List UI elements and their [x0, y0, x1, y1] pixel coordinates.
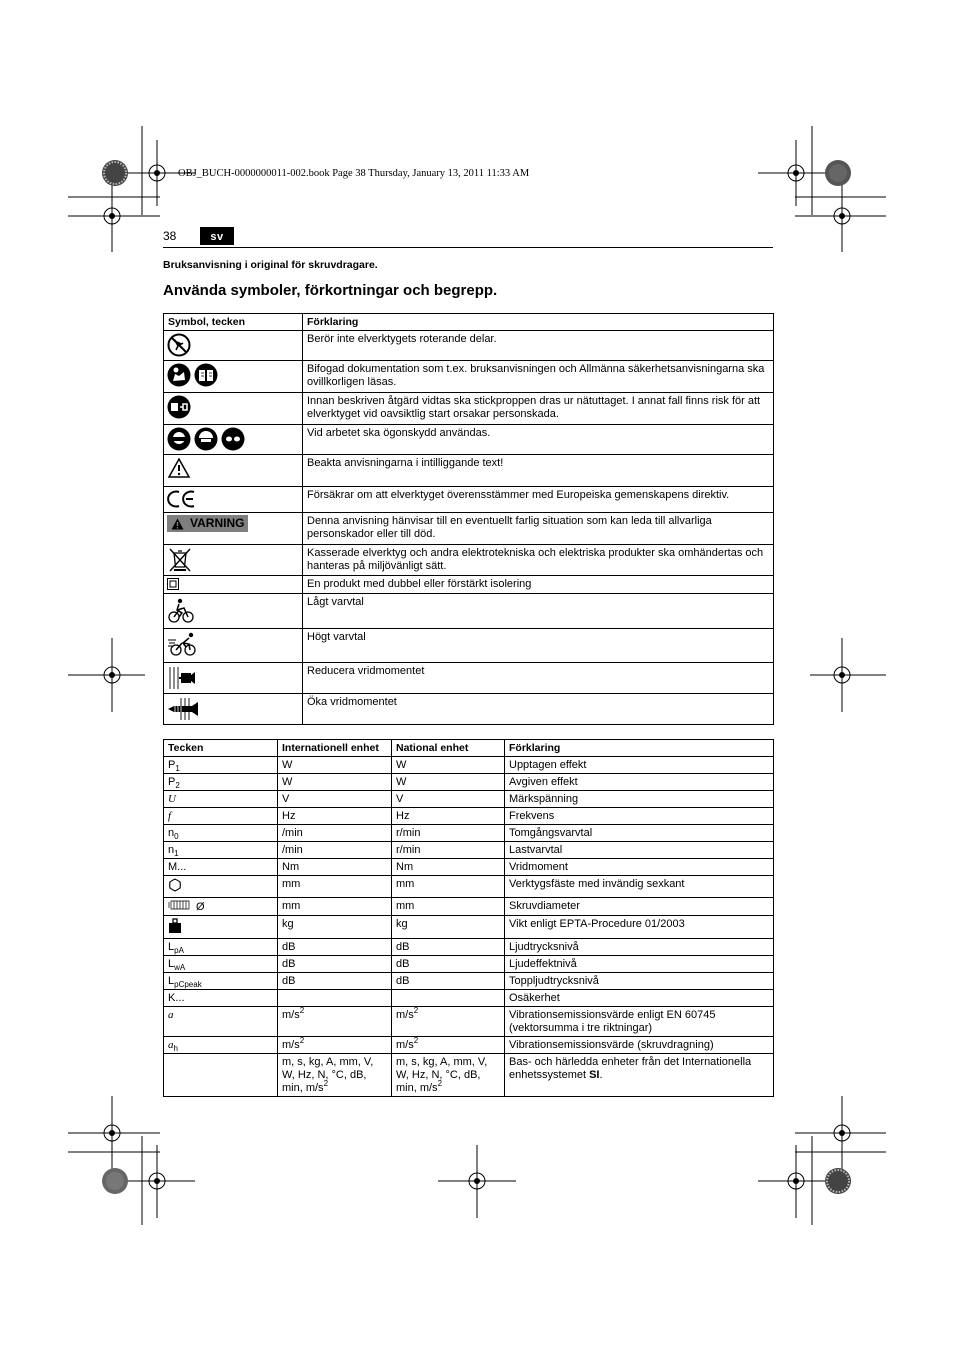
natl-unit: mm: [396, 900, 415, 912]
explanation-cell: Skruvdiameter: [505, 898, 774, 916]
table-row: [164, 663, 774, 694]
helmet-goggles-icon: [194, 427, 218, 451]
slow-cyclist-icon: [167, 596, 195, 624]
intl-unit-cell: [278, 990, 392, 1007]
language-tag: sv: [200, 227, 234, 245]
symbol-cell: [164, 576, 303, 594]
symbol-subscript: 1: [175, 764, 180, 773]
explanation-cell: Lågt varvtal: [303, 594, 774, 629]
natl-unit: V: [396, 793, 404, 805]
superscript: 2: [413, 1006, 419, 1015]
intl-unit-cell: [278, 1037, 392, 1054]
symbol-cell: [164, 545, 303, 576]
explanation-cell: Lastvarvtal: [505, 842, 774, 859]
explanation-cell: [505, 1054, 774, 1097]
symbol-text: a: [168, 1039, 174, 1051]
column-header: Internationell enhet: [278, 740, 392, 757]
ce-mark-icon: [167, 489, 197, 509]
table-row: [164, 808, 774, 825]
explanation-cell: Vikt enligt EPTA-Procedure 01/2003: [505, 916, 774, 939]
column-header: Symbol, tecken: [164, 314, 303, 331]
intl-unit: m/s: [282, 1039, 300, 1051]
intl-unit-cell: [278, 842, 392, 859]
symbol-cell: [164, 990, 278, 1007]
explanation-cell: Ljudeffektnivå: [505, 956, 774, 973]
symbol-cell: [164, 939, 278, 956]
symbol-cell: [164, 513, 303, 545]
intl-unit: dB: [282, 958, 296, 970]
natl-unit-cell: [392, 916, 505, 939]
intl-unit: mm: [282, 878, 301, 890]
intl-unit-cell: [278, 808, 392, 825]
symbol-cell: [164, 898, 278, 916]
symbol-cell: [164, 393, 303, 425]
table-row: [164, 757, 774, 774]
symbols-table-header: [164, 314, 774, 331]
symbol-text: L: [168, 958, 175, 970]
no-touch-rotating-icon: [167, 333, 191, 357]
intl-unit: /min: [282, 844, 303, 856]
symbol-text: K...: [168, 992, 185, 1004]
natl-unit-cell: [392, 1037, 505, 1054]
natl-unit: W: [396, 776, 407, 788]
symbol-cell: [164, 425, 303, 455]
symbol-text: f: [168, 810, 172, 822]
column-header: Tecken: [164, 740, 278, 757]
weight-icon: [168, 918, 182, 937]
symbol-subscript: 0: [174, 832, 179, 841]
symbol-subscript: 2: [175, 781, 180, 790]
superscript: 2: [437, 1079, 443, 1088]
natl-unit-cell: [392, 898, 505, 916]
intl-unit: dB: [282, 975, 296, 987]
table-row: [164, 825, 774, 842]
double-insulation-icon: [167, 578, 179, 590]
explanation-cell: Upptagen effekt: [505, 757, 774, 774]
symbols-table: [163, 313, 774, 725]
symbol-cell: [164, 1037, 278, 1054]
symbol-cell: [164, 361, 303, 393]
intl-unit-cell: [278, 956, 392, 973]
intl-unit: W: [282, 759, 293, 771]
goggles-icon: [167, 427, 191, 451]
intl-unit-cell: [278, 916, 392, 939]
natl-unit-cell: [392, 825, 505, 842]
natl-unit-cell: [392, 973, 505, 990]
natl-unit: Nm: [396, 861, 414, 873]
intl-unit-list: m, s, kg, A, mm, V, W, Hz, N, °C, dB, min, m/s: [282, 1056, 374, 1094]
units-table-header: [164, 740, 774, 757]
symbol-cell: [164, 629, 303, 663]
explanation-cell: Berör inte elverktygets roterande delar.: [303, 331, 774, 361]
explanation-cell: Beakta anvisningarna i intilliggande text!: [303, 455, 774, 487]
natl-unit-cell: [392, 939, 505, 956]
symbol-text: U: [168, 793, 176, 805]
table-row: [164, 774, 774, 791]
natl-unit: m/s: [396, 1009, 414, 1021]
natl-unit: dB: [396, 941, 410, 953]
table-row: [164, 916, 774, 939]
read-manual-book-icon: [194, 363, 218, 387]
intl-unit: Hz: [282, 810, 296, 822]
symbol-cell: [164, 859, 278, 876]
page-title: Använda symboler, förkortningar och begrepp.: [163, 282, 498, 299]
table-row: [164, 859, 774, 876]
symbol-subscript: pA: [174, 946, 184, 955]
symbol-cell: [164, 876, 278, 898]
natl-unit-cell: [392, 859, 505, 876]
explanation-cell: Försäkrar om att elverktyget överensstämmer med Europeiska gemenskapens direktiv.: [303, 487, 774, 513]
table-row: [164, 876, 774, 898]
natl-unit: r/min: [396, 827, 421, 839]
natl-unit-cell: [392, 808, 505, 825]
page-number: 38: [163, 229, 177, 243]
table-row: [164, 629, 774, 663]
intl-unit-cell: [278, 973, 392, 990]
table-row: [164, 331, 774, 361]
si-explanation-end: .: [599, 1069, 603, 1081]
natl-unit-cell: [392, 842, 505, 859]
intl-unit: Nm: [282, 861, 300, 873]
explanation-cell: Denna anvisning hänvisar till en eventuellt farlig situation som kan leda till allvarliga personskador eller till död.: [303, 513, 774, 545]
intl-unit-cell: [278, 1007, 392, 1037]
units-table-body: [164, 757, 774, 1054]
table-row: [164, 487, 774, 513]
symbol-cell: [164, 455, 303, 487]
explanation-cell: Innan beskriven åtgärd vidtas ska stickproppen dras ur nätuttaget. I annat fall finns risk för att elverktyget vid oavsiktlig start orsakar personskada.: [303, 393, 774, 425]
intl-unit: /min: [282, 827, 303, 839]
safety-glasses-icon: [221, 427, 245, 451]
table-row: [164, 1037, 774, 1054]
symbol-text: Ø: [196, 900, 205, 913]
symbol-text: L: [168, 975, 175, 987]
symbol-subscript: wA: [174, 963, 186, 972]
symbol-text: a: [168, 1009, 174, 1021]
natl-unit: kg: [396, 918, 408, 930]
symbol-cell: [164, 956, 278, 973]
read-manual-person-icon: [167, 363, 191, 387]
si-explanation: Bas- och härledda enheter från det Internationella enhetssystemet: [509, 1056, 752, 1081]
table-row: [164, 545, 774, 576]
table-row: [164, 791, 774, 808]
column-header: National enhet: [392, 740, 505, 757]
natl-unit-cell: [392, 990, 505, 1007]
table-row: [164, 513, 774, 545]
fast-cyclist-icon: [167, 631, 199, 657]
table-row: [164, 361, 774, 393]
table-row: [164, 1054, 774, 1097]
symbol-cell: [164, 825, 278, 842]
explanation-cell: Vibrationsemissionsvärde enligt EN 60745 (vektorsumma i tre riktningar): [505, 1007, 774, 1037]
natl-unit-cell: [392, 1007, 505, 1037]
symbol-cell: [164, 916, 278, 939]
header-rule: [163, 247, 773, 248]
symbol-cell: [164, 594, 303, 629]
intl-unit: mm: [282, 900, 301, 912]
natl-unit-cell: [392, 956, 505, 973]
natl-unit-cell: [392, 774, 505, 791]
column-header: Förklaring: [505, 740, 774, 757]
table-row: [164, 898, 774, 916]
intl-unit-cell: [278, 898, 392, 916]
symbol-cell: [164, 842, 278, 859]
explanation-cell: Högt varvtal: [303, 629, 774, 663]
symbol-cell: [164, 1054, 278, 1097]
symbol-cell: [164, 694, 303, 725]
symbol-cell: [164, 487, 303, 513]
table-row: [164, 594, 774, 629]
intl-unit-cell: [278, 774, 392, 791]
natl-unit-cell: [392, 791, 505, 808]
natl-unit: mm: [396, 878, 415, 890]
superscript: 2: [299, 1036, 305, 1045]
intl-unit-cell: [278, 1054, 392, 1097]
intl-unit: dB: [282, 941, 296, 953]
explanation-cell: Vibrationsemissionsvärde (skruvdragning): [505, 1037, 774, 1054]
intl-unit-cell: [278, 825, 392, 842]
explanation-cell: Ljudtrycksnivå: [505, 939, 774, 956]
reduce-torque-icon: [167, 665, 197, 691]
hex-socket-icon: [168, 878, 182, 896]
table-row: [164, 576, 774, 594]
table-row: [164, 956, 774, 973]
explanation-cell: Tomgångsvarvtal: [505, 825, 774, 842]
varning-label: VARNING: [190, 516, 245, 530]
symbol-subscript: 1: [174, 849, 179, 858]
symbol-text: M...: [168, 861, 187, 873]
screw-icon: [168, 900, 192, 914]
symbol-subscript: h: [173, 1044, 178, 1053]
natl-unit-cell: [392, 757, 505, 774]
explanation-cell: Reducera vridmomentet: [303, 663, 774, 694]
natl-unit: r/min: [396, 844, 421, 856]
explanation-cell: Toppljudtrycksnivå: [505, 973, 774, 990]
warning-triangle-icon: [167, 457, 191, 479]
table-row: [164, 694, 774, 725]
book-header: OBJ_BUCH-0000000011-002.book Page 38 Thursday, January 13, 2011 11:33 AM: [178, 168, 530, 179]
table-row: [164, 393, 774, 425]
superscript: 2: [299, 1006, 305, 1015]
symbol-cell: [164, 808, 278, 825]
symbol-cell: [164, 1007, 278, 1037]
natl-unit-cell: [392, 1054, 505, 1097]
symbol-cell: [164, 757, 278, 774]
explanation-cell: Öka vridmomentet: [303, 694, 774, 725]
symbol-text: P: [168, 776, 176, 788]
explanation-cell: Verktygsfäste med invändig sexkant: [505, 876, 774, 898]
symbol-text: n: [168, 844, 175, 856]
table-row: [164, 455, 774, 487]
subtitle: Bruksanvisning i original för skruvdragare.: [163, 259, 378, 271]
symbol-cell: [164, 791, 278, 808]
intl-unit-cell: [278, 939, 392, 956]
natl-unit: dB: [396, 975, 410, 987]
symbol-text: n: [168, 827, 175, 839]
unplug-icon: [167, 395, 191, 419]
warning-triangle-icon: [171, 518, 184, 530]
intl-unit: kg: [282, 918, 294, 930]
si-abbreviation: SI: [589, 1069, 600, 1081]
symbol-subscript: pCpeak: [174, 980, 202, 989]
intl-unit-cell: [278, 876, 392, 898]
intl-unit: V: [282, 793, 290, 805]
explanation-cell: Vridmoment: [505, 859, 774, 876]
table-row: [164, 842, 774, 859]
intl-unit: m/s: [282, 1009, 300, 1021]
superscript: 2: [323, 1079, 329, 1088]
natl-unit-cell: [392, 876, 505, 898]
explanation-cell: Märkspänning: [505, 791, 774, 808]
natl-unit: dB: [396, 958, 410, 970]
symbol-cell: [164, 331, 303, 361]
increase-torque-icon: [167, 696, 201, 722]
varning-label-icon: [167, 515, 248, 532]
natl-unit: W: [396, 759, 407, 771]
column-header: Förklaring: [303, 314, 774, 331]
symbol-text: L: [168, 941, 175, 953]
units-table: [163, 739, 774, 1097]
explanation-cell: Bifogad dokumentation som t.ex. bruksanvisningen och Allmänna säkerhetsanvisningarna ska ovillkorligen läsas.: [303, 361, 774, 393]
table-row: [164, 425, 774, 455]
table-row: [164, 990, 774, 1007]
table-row: [164, 1007, 774, 1037]
natl-unit-list: m, s, kg, A, mm, V, W, Hz, N, °C, dB, min, m/s: [396, 1056, 488, 1094]
natl-unit: m/s: [396, 1039, 414, 1051]
table-row: [164, 939, 774, 956]
symbol-text: P: [168, 759, 176, 771]
superscript: 2: [413, 1036, 419, 1045]
symbol-cell: [164, 774, 278, 791]
intl-unit-cell: [278, 757, 392, 774]
symbol-cell: [164, 973, 278, 990]
explanation-cell: En produkt med dubbel eller förstärkt isolering: [303, 576, 774, 594]
crossed-bin-icon: [167, 547, 193, 573]
intl-unit-cell: [278, 859, 392, 876]
intl-unit: W: [282, 776, 293, 788]
explanation-cell: Frekvens: [505, 808, 774, 825]
natl-unit: Hz: [396, 810, 410, 822]
explanation-cell: Kasserade elverktyg och andra elektrotekniska och elektriska produkter ska omhändertas och hanteras på miljövänligt sätt.: [303, 545, 774, 576]
table-row: [164, 973, 774, 990]
symbol-cell: [164, 663, 303, 694]
explanation-cell: Avgiven effekt: [505, 774, 774, 791]
explanation-cell: Osäkerhet: [505, 990, 774, 1007]
explanation-cell: Vid arbetet ska ögonskydd användas.: [303, 425, 774, 455]
intl-unit-cell: [278, 791, 392, 808]
